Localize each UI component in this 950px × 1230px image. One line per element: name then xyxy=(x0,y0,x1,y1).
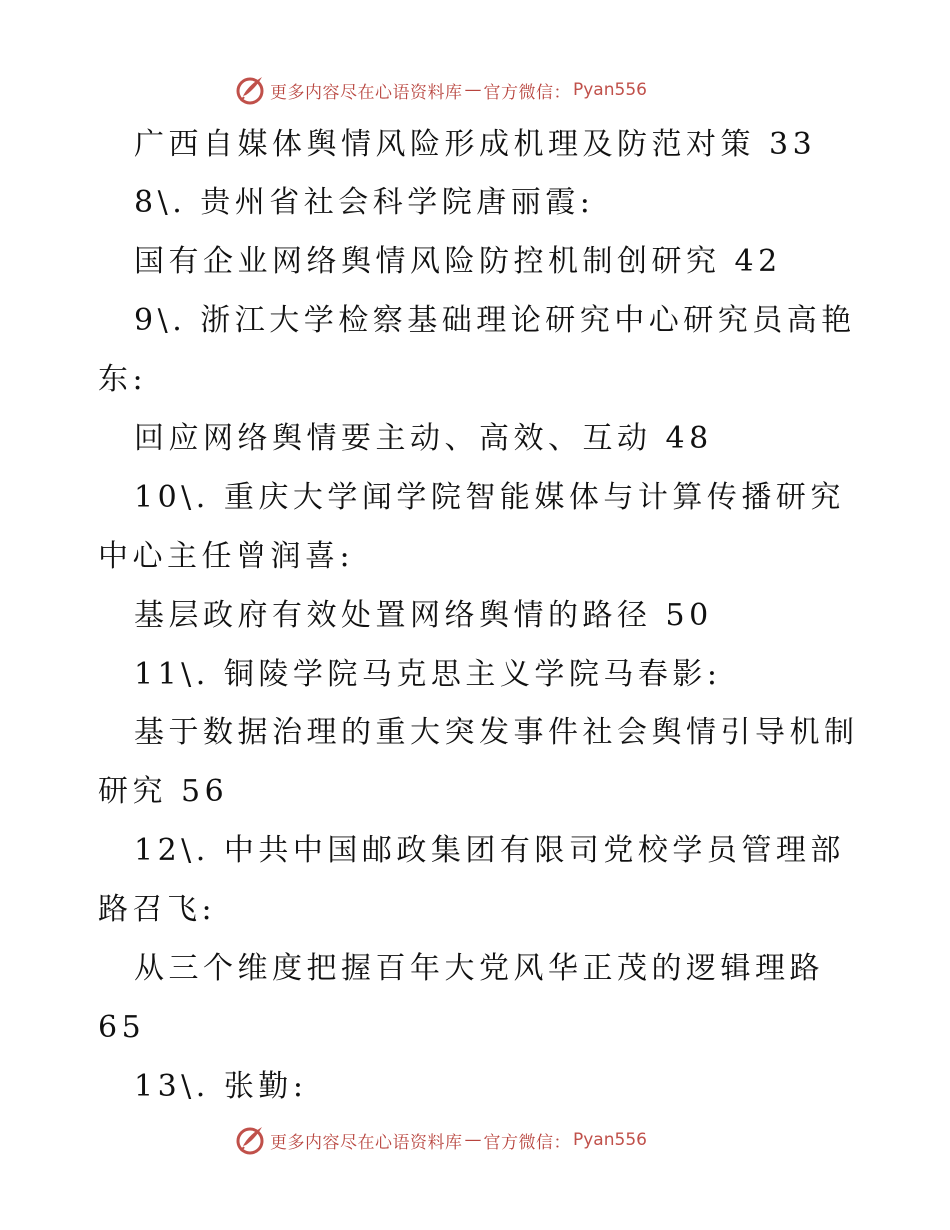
toc-line-title: 广西自媒体舆情风险形成机理及防范对策 33 xyxy=(134,127,817,162)
toc-entry-11: 11\. 铜陵学院马克思主义学院马春影: xyxy=(134,657,722,692)
watermark-label: 官方微信： xyxy=(483,1132,571,1153)
toc-line-title: 回应网络舆情要主动、高效、互动 48 xyxy=(134,421,713,456)
watermark-main-text: 更多内容尽在心语资料库 xyxy=(270,1132,463,1153)
toc-entry-10: 10\. 重庆大学闻学院智能媒体与计算传播研究 xyxy=(134,480,845,515)
watermark-wechat-id: Pyan556 xyxy=(573,1130,647,1150)
watermark-label: 官方微信： xyxy=(483,82,571,103)
toc-line-title: 基层政府有效处置网络舆情的路径 50 xyxy=(134,598,713,633)
toc-line-title: 从三个维度把握百年大党风华正茂的逻辑理路 xyxy=(134,951,824,986)
toc-entry-12: 12\. 中共中国邮政集团有限司党校学员管理部 xyxy=(134,833,845,868)
toc-entry-13: 13\. 张勤: xyxy=(134,1069,308,1104)
watermark-main-text: 更多内容尽在心语资料库 xyxy=(270,82,463,103)
toc-title-continuation: 65 xyxy=(98,1010,146,1045)
toc-entry-9: 9\. 浙江大学检察基础理论研究中心研究员高艳 xyxy=(134,303,856,338)
watermark-separator: — xyxy=(464,1130,482,1150)
quill-emblem-icon xyxy=(234,1124,266,1156)
toc-entry-continuation: 中心主任曾润喜: xyxy=(98,539,355,574)
toc-entry-8: 8\. 贵州省社会科学院唐丽霞: xyxy=(134,185,595,220)
quill-emblem-icon xyxy=(234,74,266,106)
watermark-wechat-id: Pyan556 xyxy=(573,80,647,100)
toc-entry-continuation: 东: xyxy=(98,362,148,397)
header-watermark xyxy=(234,72,647,108)
watermark-separator: — xyxy=(464,80,482,100)
toc-entry-continuation: 路召飞: xyxy=(98,892,217,927)
toc-title-continuation: 研究 56 xyxy=(98,774,229,809)
toc-line-title: 基于数据治理的重大突发事件社会舆情引导机制 xyxy=(134,715,859,750)
footer-watermark xyxy=(234,1122,647,1158)
toc-line-title: 国有企业网络舆情风险防控机制创研究 42 xyxy=(134,244,782,279)
